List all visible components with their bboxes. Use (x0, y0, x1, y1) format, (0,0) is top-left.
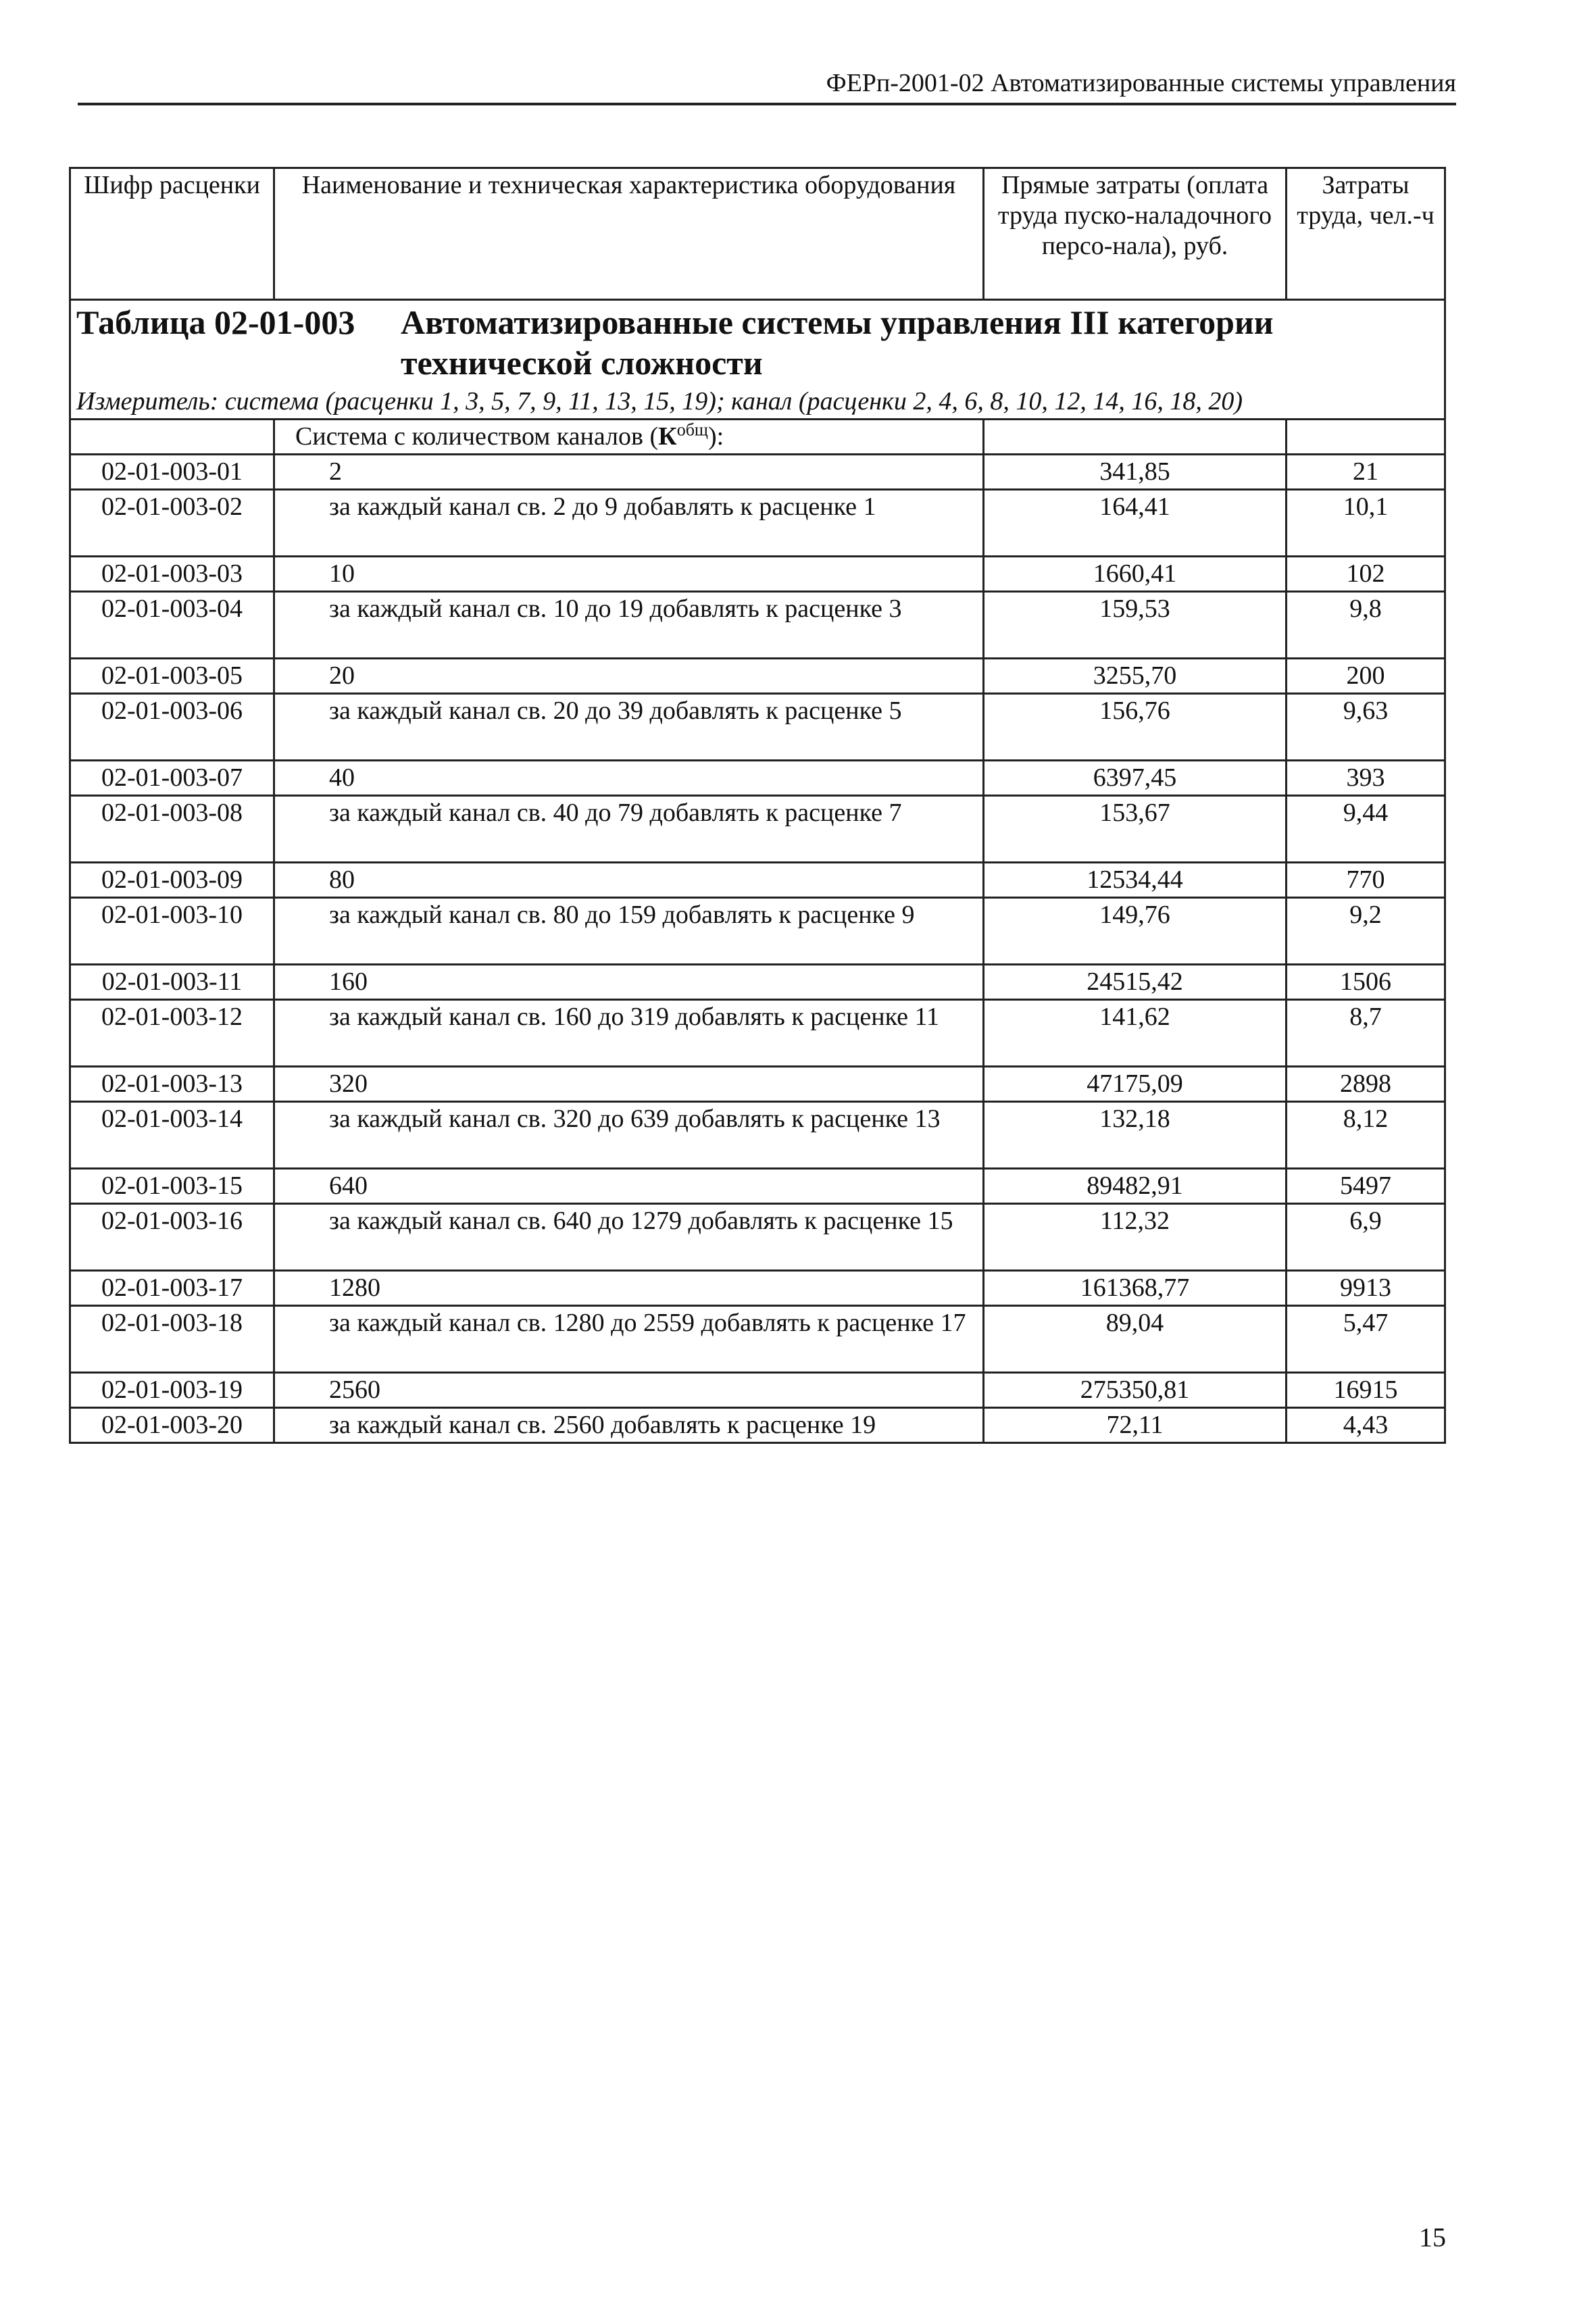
code-cell: 02-01-003-05 (70, 659, 274, 694)
table-row (70, 490, 1445, 557)
labor-cell: 8,12 (1287, 1102, 1445, 1169)
table-row (70, 761, 1445, 796)
cost-cell: 47175,09 (984, 1067, 1287, 1102)
labor-cell: 200 (1287, 659, 1445, 694)
table-row (70, 694, 1445, 761)
subheading-k: К (658, 422, 677, 451)
table-row (70, 1271, 1445, 1306)
table-row (70, 1067, 1445, 1102)
subheading-sup: общ (676, 420, 708, 440)
table-row (70, 592, 1445, 659)
subheading-labor-cell (1287, 420, 1445, 455)
code-cell: 02-01-003-13 (70, 1067, 274, 1102)
table-row (70, 1306, 1445, 1373)
table-title-cell (70, 300, 1445, 420)
table-row (70, 1373, 1445, 1408)
name-cell: за каждый канал св. 160 до 319 добавлять к расценке 11 (274, 1000, 984, 1067)
name-cell: 20 (274, 659, 984, 694)
labor-cell: 102 (1287, 557, 1445, 592)
table-row (70, 1000, 1445, 1067)
name-cell: за каждый канал св. 320 до 639 добавлять к расценке 13 (274, 1102, 984, 1169)
code-cell: 02-01-003-09 (70, 863, 274, 898)
code-cell: 02-01-003-03 (70, 557, 274, 592)
name-cell: за каждый канал св. 2560 добавлять к расценке 19 (274, 1408, 984, 1443)
subheading-cost-cell (984, 420, 1287, 455)
labor-cell: 9,2 (1287, 898, 1445, 965)
labor-cell: 2898 (1287, 1067, 1445, 1102)
running-header: ФЕРп-2001-02 Автоматизированные системы управления (78, 68, 1456, 105)
subheading-code-cell (70, 420, 274, 455)
cost-cell: 141,62 (984, 1000, 1287, 1067)
table-row (70, 1102, 1445, 1169)
name-cell: за каждый канал св. 640 до 1279 добавлять к расценке 15 (274, 1204, 984, 1271)
code-cell: 02-01-003-14 (70, 1102, 274, 1169)
measure-unit: Измеритель: система (расценки 1, 3, 5, 7, 9, 11, 13, 15, 19); канал (расценки 2, 4, 6, 8, 10, 12, 14, 16, 18, 20) (76, 387, 1243, 416)
header-code: Шифр расценки (70, 168, 274, 300)
cost-cell: 341,85 (984, 455, 1287, 490)
page-number: 15 (1419, 2222, 1446, 2253)
name-cell: 80 (274, 863, 984, 898)
code-cell: 02-01-003-12 (70, 1000, 274, 1067)
name-cell: 10 (274, 557, 984, 592)
table-row (70, 1408, 1445, 1443)
labor-cell: 9,63 (1287, 694, 1445, 761)
header-name: Наименование и техническая характеристика оборудования (274, 168, 984, 300)
labor-cell: 6,9 (1287, 1204, 1445, 1271)
name-cell: 40 (274, 761, 984, 796)
subheading-prefix: Система с количеством каналов ( (295, 422, 659, 451)
table-row (70, 455, 1445, 490)
table-row (70, 898, 1445, 965)
name-cell: за каждый канал св. 20 до 39 добавлять к расценке 5 (274, 694, 984, 761)
name-cell: за каждый канал св. 80 до 159 добавлять к расценке 9 (274, 898, 984, 965)
cost-cell: 12534,44 (984, 863, 1287, 898)
labor-cell: 5497 (1287, 1169, 1445, 1204)
name-cell: за каждый канал св. 10 до 19 добавлять к расценке 3 (274, 592, 984, 659)
labor-cell: 10,1 (1287, 490, 1445, 557)
name-cell: за каждый канал св. 2 до 9 добавлять к расценке 1 (274, 490, 984, 557)
subheading-row (70, 420, 1445, 455)
cost-cell: 112,32 (984, 1204, 1287, 1271)
table-row (70, 863, 1445, 898)
cost-cell: 1660,41 (984, 557, 1287, 592)
cost-cell: 72,11 (984, 1408, 1287, 1443)
name-cell: 2 (274, 455, 984, 490)
code-cell: 02-01-003-16 (70, 1204, 274, 1271)
cost-cell: 153,67 (984, 796, 1287, 863)
name-cell: за каждый канал св. 1280 до 2559 добавлять к расценке 17 (274, 1306, 984, 1373)
name-cell: 2560 (274, 1373, 984, 1408)
cost-cell: 161368,77 (984, 1271, 1287, 1306)
labor-cell: 9,8 (1287, 592, 1445, 659)
code-cell: 02-01-003-18 (70, 1306, 274, 1373)
labor-cell: 5,47 (1287, 1306, 1445, 1373)
cost-cell: 275350,81 (984, 1373, 1287, 1408)
code-cell: 02-01-003-07 (70, 761, 274, 796)
table-row (70, 796, 1445, 863)
labor-cell: 1506 (1287, 965, 1445, 1000)
table-row (70, 659, 1445, 694)
cost-cell: 149,76 (984, 898, 1287, 965)
labor-cell: 9,44 (1287, 796, 1445, 863)
cost-cell: 159,53 (984, 592, 1287, 659)
labor-cell: 8,7 (1287, 1000, 1445, 1067)
table-title-row (70, 300, 1445, 420)
name-cell: 640 (274, 1169, 984, 1204)
code-cell: 02-01-003-10 (70, 898, 274, 965)
code-cell: 02-01-003-01 (70, 455, 274, 490)
header-labor: Затраты труда, чел.-ч (1287, 168, 1445, 300)
code-cell: 02-01-003-08 (70, 796, 274, 863)
code-cell: 02-01-003-11 (70, 965, 274, 1000)
labor-cell: 21 (1287, 455, 1445, 490)
table-title: Автоматизированные системы управления III категории технической сложности (401, 303, 1274, 382)
header-direct-costs: Прямые затраты (оплата труда пуско-наладочного персо-нала), руб. (984, 168, 1287, 300)
subheading-cell (274, 420, 984, 455)
code-cell: 02-01-003-17 (70, 1271, 274, 1306)
table-header-row (70, 168, 1445, 300)
code-cell: 02-01-003-19 (70, 1373, 274, 1408)
cost-cell: 24515,42 (984, 965, 1287, 1000)
subheading-suffix: ): (707, 422, 724, 451)
name-cell: за каждый канал св. 40 до 79 добавлять к расценке 7 (274, 796, 984, 863)
code-cell: 02-01-003-20 (70, 1408, 274, 1443)
code-cell: 02-01-003-06 (70, 694, 274, 761)
rates-table (69, 167, 1446, 1444)
name-cell: 320 (274, 1067, 984, 1102)
cost-cell: 6397,45 (984, 761, 1287, 796)
code-cell: 02-01-003-15 (70, 1169, 274, 1204)
code-cell: 02-01-003-04 (70, 592, 274, 659)
cost-cell: 89,04 (984, 1306, 1287, 1373)
labor-cell: 770 (1287, 863, 1445, 898)
name-cell: 1280 (274, 1271, 984, 1306)
labor-cell: 4,43 (1287, 1408, 1445, 1443)
labor-cell: 393 (1287, 761, 1445, 796)
cost-cell: 156,76 (984, 694, 1287, 761)
cost-cell: 132,18 (984, 1102, 1287, 1169)
labor-cell: 9913 (1287, 1271, 1445, 1306)
code-cell: 02-01-003-02 (70, 490, 274, 557)
table-row (70, 1204, 1445, 1271)
table-row (70, 557, 1445, 592)
labor-cell: 16915 (1287, 1373, 1445, 1408)
name-cell: 160 (274, 965, 984, 1000)
cost-cell: 89482,91 (984, 1169, 1287, 1204)
cost-cell: 164,41 (984, 490, 1287, 557)
cost-cell: 3255,70 (984, 659, 1287, 694)
table-row (70, 965, 1445, 1000)
table-number: Таблица 02-01-003 (76, 303, 355, 341)
table-row (70, 1169, 1445, 1204)
